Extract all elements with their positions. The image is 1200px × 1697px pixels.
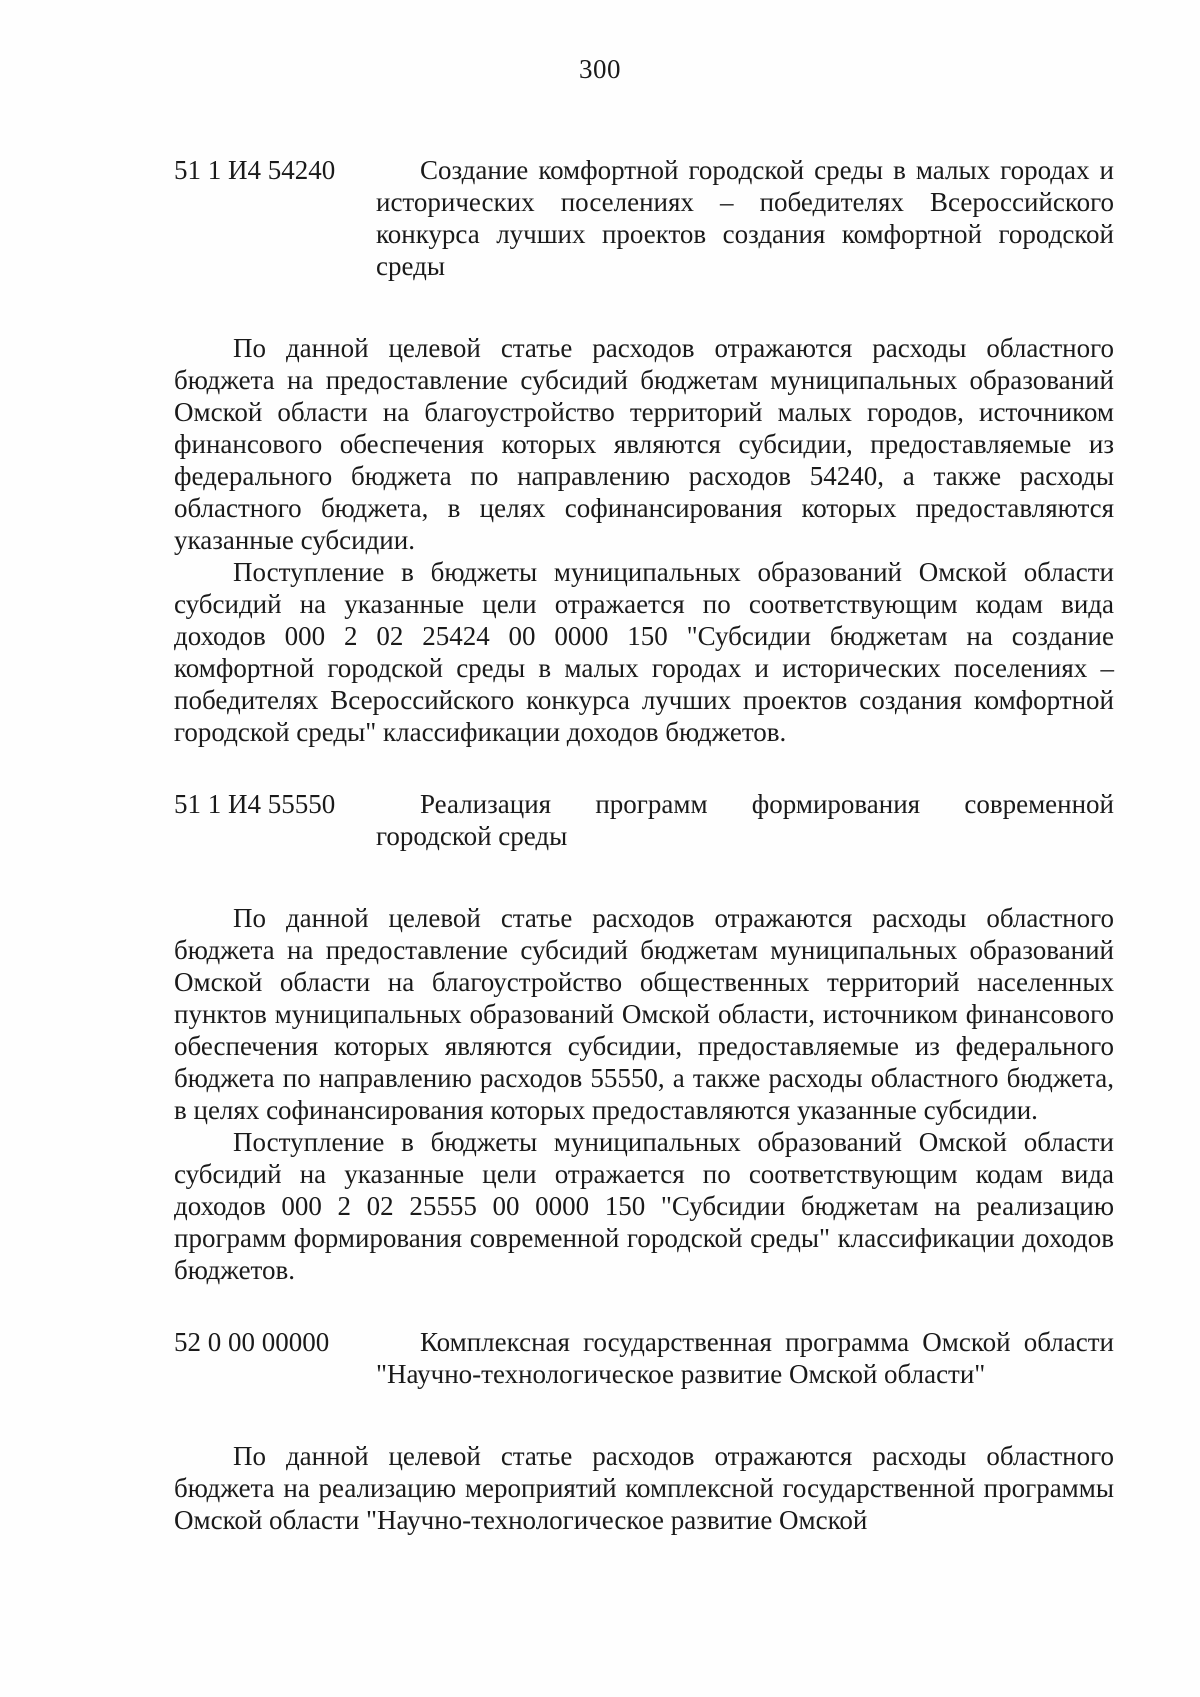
- budget-item-title: Создание комфортной городской среды в малых городах и исторических поселениях – победителях Всероссийского конкурса лучших проектов создания комфортной городской среды: [376, 155, 1114, 281]
- budget-code: 52 0 00 00000: [174, 1327, 330, 1357]
- budget-item-title: Реализация программ формирования современной городской среды: [376, 789, 1114, 851]
- budget-item-header: [174, 154, 1114, 282]
- paragraph: Поступление в бюджеты муниципальных образований Омской области субсидий на указанные цели отражается по соответствующим кодам вида доходов 000 2 02 25555 00 0000 150 "Субсидии бюджетам на реализацию программ формирования современной городской среды" классификации доходов бюджетов.: [174, 1127, 1114, 1285]
- page-number: 300: [579, 54, 621, 84]
- paragraph: По данной целевой статье расходов отражаются расходы областного бюджета на предоставление субсидий бюджетам муниципальных образований Омской области на благоустройство общественных территорий населенных пунктов муниципальных образований Омской области, источником финансового обеспечения которых являются субсидии, предоставляемые из федерального бюджета по направлению расходов 55550, а также расходы областного бюджета, в целях софинансирования которых предоставляются указанные субсидии.: [174, 903, 1114, 1125]
- budget-code: 51 1 И4 54240: [174, 155, 336, 185]
- budget-item-title: Комплексная государственная программа Омской области "Научно-технологическое развитие Омской области": [376, 1327, 1114, 1389]
- document-body: [174, 154, 1114, 1536]
- paragraph: Поступление в бюджеты муниципальных образований Омской области субсидий на указанные цели отражается по соответствующим кодам вида доходов 000 2 02 25424 00 0000 150 "Субсидии бюджетам на создание комфортной городской среды в малых городах и исторических поселениях – победителях Всероссийского конкурса лучших проектов создания комфортной городской среды" классификации доходов бюджетов.: [174, 557, 1114, 747]
- paragraph: По данной целевой статье расходов отражаются расходы областного бюджета на предоставление субсидий бюджетам муниципальных образований Омской области на благоустройство территорий малых городов, источником финансового обеспечения которых являются субсидии, предоставляемые из федерального бюджета по направлению расходов 54240, а также расходы областного бюджета, в целях софинансирования которых предоставляются указанные субсидии.: [174, 333, 1114, 555]
- paragraph: По данной целевой статье расходов отражаются расходы областного бюджета на реализацию мероприятий комплексной государственной программы Омской области "Научно-технологическое развитие Омской: [174, 1441, 1114, 1535]
- budget-item-header: [174, 1326, 1114, 1390]
- budget-item-header: [174, 788, 1114, 852]
- budget-code: 51 1 И4 55550: [174, 789, 336, 819]
